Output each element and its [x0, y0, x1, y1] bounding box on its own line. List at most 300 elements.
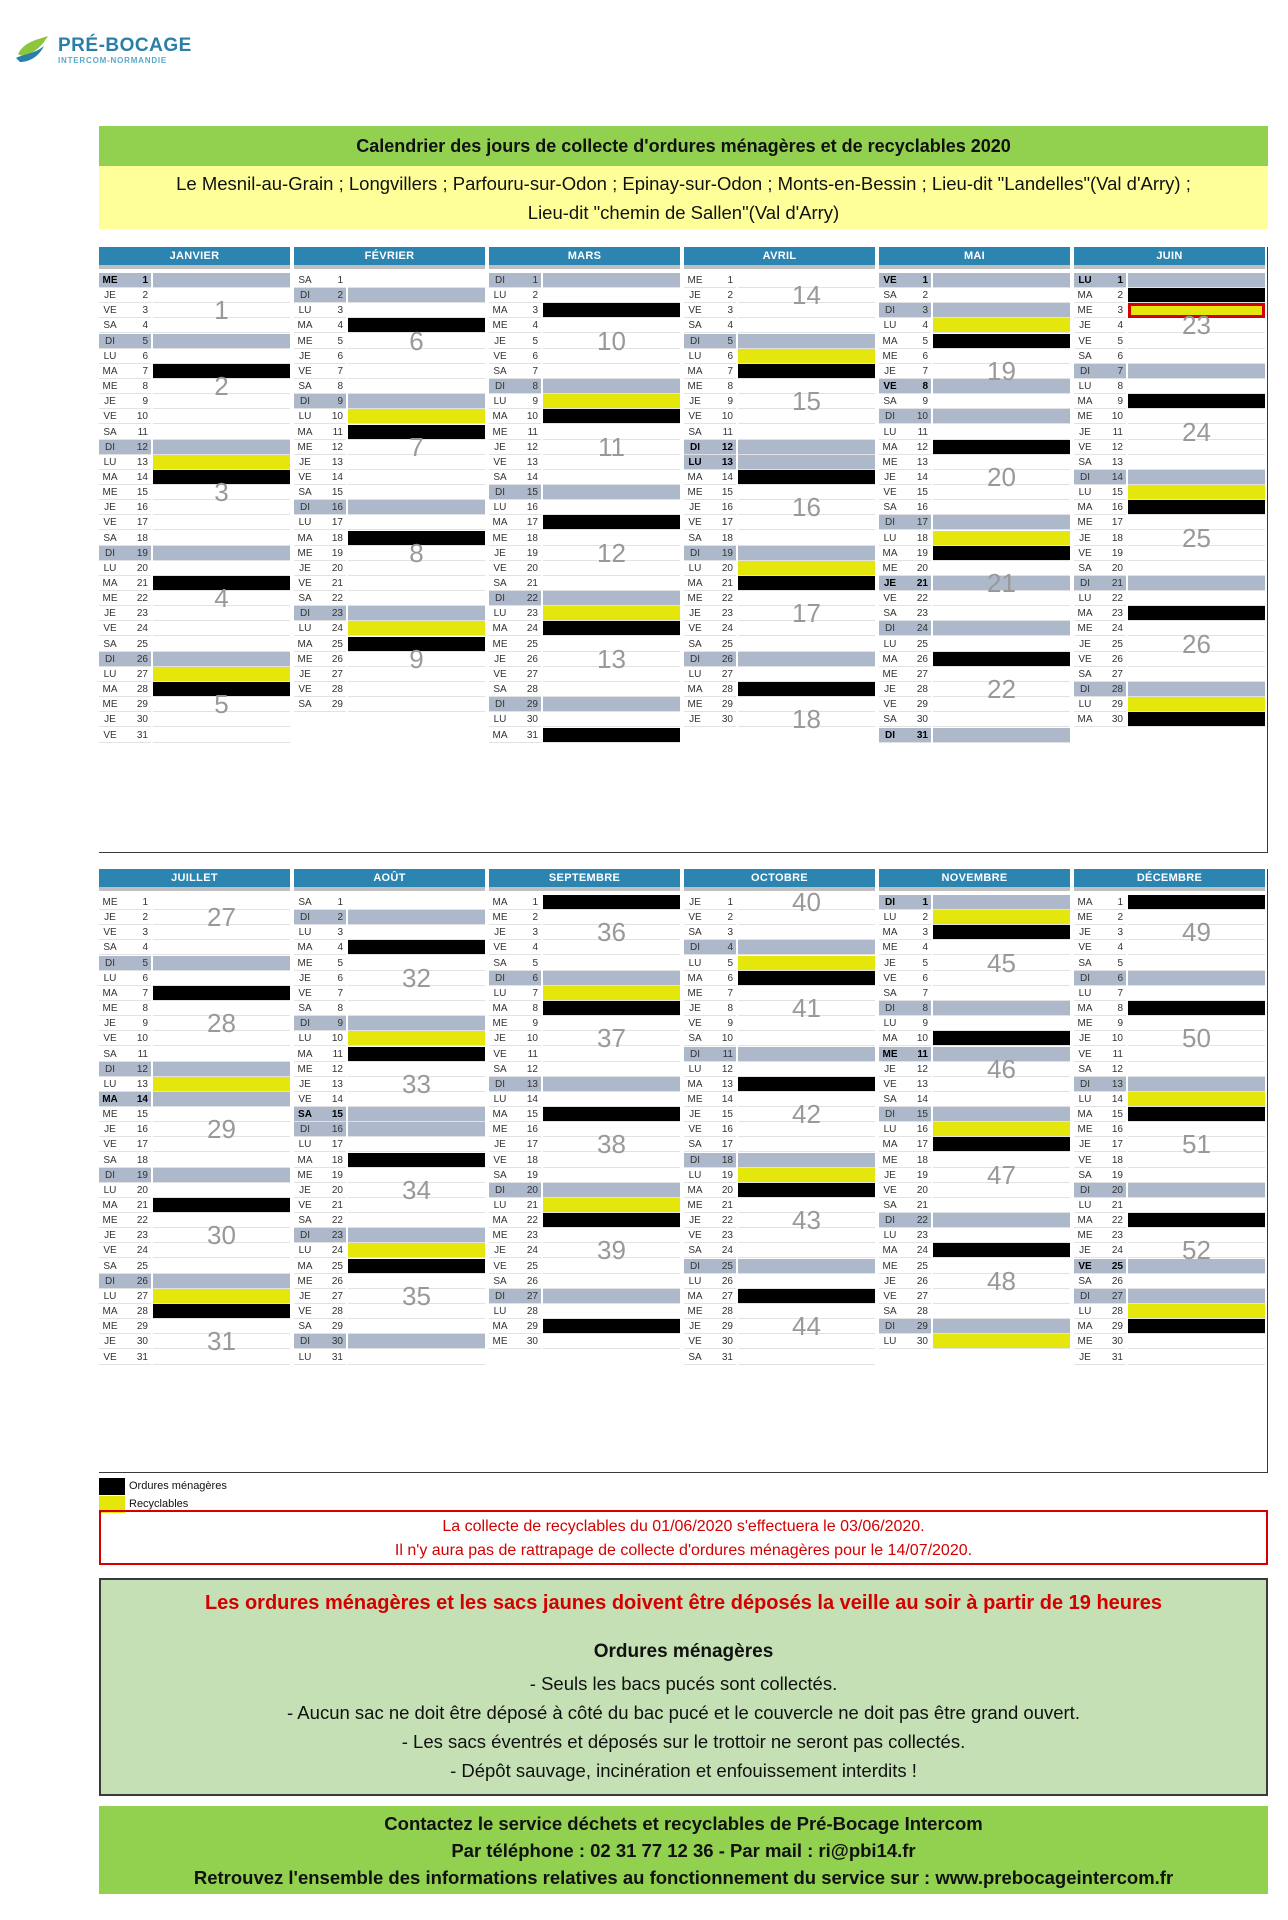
collecte-ordures-bar: [933, 1243, 1070, 1258]
day-bar: [153, 1243, 290, 1258]
day-bar: [1128, 1198, 1265, 1213]
day-weekday: JE: [294, 1077, 316, 1092]
day-weekday: ME: [294, 334, 316, 349]
day-weekday: VE: [879, 1077, 901, 1092]
day-weekday: DI: [1074, 682, 1096, 697]
day-weekday: JE: [489, 652, 511, 667]
day-number: 2: [316, 910, 346, 925]
month-2: [294, 247, 485, 852]
day-number: 12: [511, 440, 541, 455]
day-weekday: LU: [294, 515, 316, 530]
day-weekday: ME: [879, 349, 901, 364]
day-number: 23: [316, 1228, 346, 1243]
day-bar: [543, 1137, 680, 1152]
day-bar: [1128, 637, 1265, 652]
week-number: 4: [214, 583, 229, 614]
day-number: 4: [1096, 940, 1126, 955]
week-number: 2: [214, 371, 229, 402]
day-weekday: MA: [879, 334, 901, 349]
day-weekday: ME: [1074, 409, 1096, 424]
day-weekday: JE: [684, 500, 706, 515]
month-header: DÉCEMBRE: [1074, 869, 1265, 891]
day-number: 15: [706, 1107, 736, 1122]
day-weekday: VE: [489, 455, 511, 470]
day-bar: [1128, 1259, 1265, 1274]
day-weekday: ME: [1074, 621, 1096, 636]
day-weekday: DI: [1074, 1183, 1096, 1198]
day-bar: [153, 1168, 290, 1183]
day-bar: [738, 440, 875, 455]
day-weekday: MA: [879, 652, 901, 667]
day-bar: [153, 1259, 290, 1274]
day-bar: [348, 1092, 485, 1107]
day-weekday: ME: [99, 697, 121, 712]
day-number: 22: [1096, 1213, 1126, 1228]
day-weekday: ME: [99, 379, 121, 394]
day-weekday: DI: [1074, 1289, 1096, 1304]
day-weekday: VE: [99, 1350, 121, 1365]
collecte-ordures-bar: [933, 925, 1070, 940]
day-number: 31: [121, 1350, 151, 1365]
day-weekday: VE: [684, 910, 706, 925]
week-number: 30: [207, 1220, 236, 1251]
week-number: 32: [402, 962, 431, 993]
day-weekday: MA: [1074, 288, 1096, 303]
day-number: 4: [901, 318, 931, 333]
day-number: 13: [901, 455, 931, 470]
collecte-recyclables-bar: [543, 394, 680, 409]
day-number: 25: [511, 1259, 541, 1274]
day-number: 3: [901, 303, 931, 318]
day-number: 3: [121, 303, 151, 318]
day-number: 24: [316, 1243, 346, 1258]
day-bar: [933, 895, 1070, 910]
day-weekday: DI: [489, 697, 511, 712]
day-weekday: DI: [684, 1153, 706, 1168]
day-row: [294, 696, 485, 713]
day-number: 25: [901, 637, 931, 652]
day-number: 10: [1096, 1031, 1126, 1046]
day-bar: [933, 364, 1070, 379]
day-bar: [348, 470, 485, 485]
day-number: 11: [901, 1047, 931, 1062]
day-weekday: LU: [684, 1062, 706, 1077]
day-weekday: LU: [879, 531, 901, 546]
day-weekday: DI: [684, 940, 706, 955]
day-number: 29: [511, 1319, 541, 1334]
day-number: 16: [1096, 1122, 1126, 1137]
day-bar: [933, 576, 1070, 591]
day-number: 15: [1096, 1107, 1126, 1122]
day-bar: [153, 1334, 290, 1349]
day-bar: [348, 697, 485, 712]
day-number: 27: [316, 1289, 346, 1304]
day-bar: [153, 440, 290, 455]
collecte-ordures-bar: [933, 1031, 1070, 1046]
day-number: 8: [316, 379, 346, 394]
day-number: 12: [316, 1062, 346, 1077]
day-weekday: JE: [294, 971, 316, 986]
day-bar: [1128, 1274, 1265, 1289]
day-number: 25: [121, 1259, 151, 1274]
day-number: 23: [901, 606, 931, 621]
day-bar: [738, 1319, 875, 1334]
day-weekday: DI: [879, 409, 901, 424]
day-weekday: MA: [684, 470, 706, 485]
day-number: 15: [121, 485, 151, 500]
day-weekday: MA: [489, 895, 511, 910]
day-number: 28: [511, 682, 541, 697]
day-weekday: JE: [684, 1107, 706, 1122]
month-9: [489, 869, 680, 1472]
day-weekday: JE: [294, 667, 316, 682]
collecte-recyclables-bar: [1128, 697, 1265, 712]
day-weekday: MA: [879, 1031, 901, 1046]
day-number: 17: [901, 515, 931, 530]
day-weekday: ME: [489, 425, 511, 440]
day-bar: [543, 971, 680, 986]
day-number: 19: [511, 546, 541, 561]
day-weekday: ME: [489, 318, 511, 333]
day-weekday: ME: [684, 986, 706, 1001]
day-weekday: ME: [1074, 1228, 1096, 1243]
collecte-recyclables-bar: [543, 606, 680, 621]
week-number: 21: [987, 568, 1016, 598]
collecte-ordures-bar: [738, 576, 875, 591]
day-weekday: VE: [99, 1031, 121, 1046]
rules-item: - Les sacs éventrés et déposés sur le trottoir ne seront pas collectés.: [401, 1731, 966, 1752]
day-number: 18: [1096, 1153, 1126, 1168]
day-bar: [738, 485, 875, 500]
collecte-ordures-bar: [153, 1304, 290, 1319]
day-weekday: ME: [294, 1062, 316, 1077]
day-weekday: MA: [99, 1198, 121, 1213]
day-number: 25: [316, 637, 346, 652]
day-bar: [933, 1213, 1070, 1228]
day-bar: [933, 425, 1070, 440]
day-weekday: DI: [1074, 470, 1096, 485]
day-weekday: JE: [99, 910, 121, 925]
day-number: 27: [511, 1289, 541, 1304]
day-bar: [348, 1183, 485, 1198]
day-bar: [153, 1001, 290, 1016]
day-bar: [543, 1304, 680, 1319]
day-number: 30: [706, 1334, 736, 1349]
day-weekday: MA: [489, 1001, 511, 1016]
day-weekday: VE: [99, 925, 121, 940]
day-bar: [153, 1228, 290, 1243]
day-weekday: DI: [879, 515, 901, 530]
day-weekday: ME: [99, 485, 121, 500]
day-number: 1: [1096, 273, 1126, 288]
month-header: JANVIER: [99, 247, 290, 269]
day-bar: [738, 1259, 875, 1274]
month-10: [684, 869, 875, 1472]
day-number: 24: [121, 1243, 151, 1258]
day-number: 1: [706, 895, 736, 910]
day-number: 13: [316, 1077, 346, 1092]
day-weekday: SA: [294, 1319, 316, 1334]
day-weekday: ME: [879, 940, 901, 955]
day-weekday: MA: [879, 546, 901, 561]
day-weekday: ME: [489, 1122, 511, 1137]
day-number: 21: [706, 1198, 736, 1213]
day-bar: [1128, 1168, 1265, 1183]
day-number: 25: [1096, 637, 1126, 652]
day-bar: [153, 561, 290, 576]
day-weekday: SA: [489, 1062, 511, 1077]
day-bar: [348, 455, 485, 470]
day-weekday: LU: [1074, 273, 1096, 288]
day-weekday: LU: [684, 1274, 706, 1289]
day-bar: [933, 1274, 1070, 1289]
day-weekday: ME: [489, 531, 511, 546]
day-number: 19: [901, 546, 931, 561]
day-weekday: ME: [294, 652, 316, 667]
day-bar: [738, 1350, 875, 1365]
day-weekday: LU: [879, 318, 901, 333]
rules-list: [101, 1669, 1266, 1785]
day-number: 24: [316, 621, 346, 636]
day-number: 21: [901, 576, 931, 591]
day-row: [684, 1349, 875, 1366]
day-bar: [1128, 1228, 1265, 1243]
day-weekday: VE: [99, 1137, 121, 1152]
day-bar: [738, 591, 875, 606]
collecte-ordures-bar: [348, 940, 485, 955]
day-number: 14: [901, 1092, 931, 1107]
day-weekday: ME: [489, 910, 511, 925]
day-weekday: LU: [294, 925, 316, 940]
day-number: 31: [121, 728, 151, 743]
day-weekday: DI: [99, 440, 121, 455]
day-number: 3: [511, 925, 541, 940]
day-bar: [738, 652, 875, 667]
week-number: 27: [207, 902, 236, 933]
day-bar: [1128, 940, 1265, 955]
day-number: 14: [316, 470, 346, 485]
day-number: 8: [511, 1001, 541, 1016]
day-bar: [933, 1228, 1070, 1243]
day-number: 6: [316, 971, 346, 986]
day-bar: [153, 515, 290, 530]
logo-sub-text: INTERCOM-NORMANDIE: [58, 55, 168, 65]
day-bar: [348, 1016, 485, 1031]
day-weekday: VE: [294, 470, 316, 485]
day-number: 18: [706, 531, 736, 546]
day-number: 29: [1096, 1319, 1126, 1334]
day-bar: [738, 1047, 875, 1062]
communes-list: [99, 166, 1268, 229]
day-number: 18: [511, 531, 541, 546]
day-number: 17: [316, 515, 346, 530]
day-weekday: MA: [879, 440, 901, 455]
day-weekday: DI: [684, 1259, 706, 1274]
day-number: 4: [316, 940, 346, 955]
day-number: 18: [706, 1153, 736, 1168]
day-number: 9: [706, 1016, 736, 1031]
day-bar: [933, 394, 1070, 409]
day-weekday: ME: [294, 546, 316, 561]
day-bar: [543, 1274, 680, 1289]
day-row: [489, 1333, 680, 1350]
week-number: 16: [792, 492, 821, 523]
day-number: 20: [901, 561, 931, 576]
day-bar: [543, 667, 680, 682]
day-weekday: SA: [684, 1137, 706, 1152]
day-weekday: SA: [1074, 561, 1096, 576]
legend-label-recyclables: Recyclables: [129, 1498, 189, 1510]
day-weekday: JE: [684, 712, 706, 727]
collecte-ordures-bar: [543, 1107, 680, 1122]
day-number: 2: [511, 910, 541, 925]
day-bar: [1128, 1077, 1265, 1092]
day-bar: [738, 895, 875, 910]
day-number: 11: [316, 425, 346, 440]
day-weekday: JE: [489, 925, 511, 940]
day-number: 26: [511, 1274, 541, 1289]
day-bar: [153, 485, 290, 500]
day-weekday: MA: [489, 409, 511, 424]
day-weekday: MA: [294, 637, 316, 652]
day-weekday: LU: [294, 1243, 316, 1258]
day-row: [879, 1333, 1070, 1350]
day-weekday: MA: [684, 1289, 706, 1304]
day-bar: [933, 1183, 1070, 1198]
day-bar: [738, 1122, 875, 1137]
day-number: 4: [121, 940, 151, 955]
day-bar: [153, 1153, 290, 1168]
week-number: 7: [409, 431, 424, 462]
collecte-recyclables-bar: [1128, 485, 1265, 500]
day-weekday: LU: [99, 971, 121, 986]
day-bar: [738, 1001, 875, 1016]
day-weekday: VE: [1074, 440, 1096, 455]
day-number: 21: [1096, 576, 1126, 591]
day-weekday: LU: [489, 986, 511, 1001]
day-weekday: MA: [684, 1183, 706, 1198]
day-weekday: LU: [1074, 986, 1096, 1001]
day-bar: [1128, 546, 1265, 561]
day-number: 28: [316, 1304, 346, 1319]
day-weekday: SA: [879, 986, 901, 1001]
day-number: 22: [121, 1213, 151, 1228]
day-number: 15: [316, 1107, 346, 1122]
day-weekday: JE: [99, 1122, 121, 1137]
day-weekday: DI: [99, 334, 121, 349]
day-number: 9: [316, 394, 346, 409]
day-weekday: DI: [294, 1334, 316, 1349]
day-bar: [543, 1259, 680, 1274]
day-weekday: VE: [684, 1334, 706, 1349]
day-weekday: LU: [489, 1304, 511, 1319]
day-number: 3: [706, 303, 736, 318]
day-number: 19: [1096, 546, 1126, 561]
day-number: 16: [121, 500, 151, 515]
day-weekday: MA: [294, 1153, 316, 1168]
day-number: 15: [121, 1107, 151, 1122]
day-number: 17: [1096, 515, 1126, 530]
day-bar: [543, 561, 680, 576]
day-weekday: LU: [489, 1092, 511, 1107]
day-bar: [348, 895, 485, 910]
collecte-ordures-bar: [1128, 895, 1265, 910]
day-weekday: SA: [684, 425, 706, 440]
day-number: 11: [121, 425, 151, 440]
day-bar: [738, 1198, 875, 1213]
day-number: 6: [121, 349, 151, 364]
day-weekday: SA: [489, 956, 511, 971]
day-number: 19: [121, 1168, 151, 1183]
day-weekday: SA: [489, 682, 511, 697]
day-weekday: MA: [294, 1259, 316, 1274]
day-weekday: VE: [684, 1016, 706, 1031]
day-number: 19: [706, 546, 736, 561]
day-number: 19: [316, 546, 346, 561]
month-header: AOÛT: [294, 869, 485, 891]
collecte-recyclables-bar: [738, 956, 875, 971]
collecte-ordures-bar: [933, 546, 1070, 561]
day-number: 10: [706, 1031, 736, 1046]
day-number: 13: [901, 1077, 931, 1092]
collecte-ordures-bar: [933, 440, 1070, 455]
day-number: 1: [511, 273, 541, 288]
day-weekday: JE: [489, 1243, 511, 1258]
day-weekday: MA: [1074, 1107, 1096, 1122]
day-weekday: ME: [684, 273, 706, 288]
day-bar: [153, 1274, 290, 1289]
day-number: 24: [1096, 621, 1126, 636]
day-weekday: DI: [879, 1107, 901, 1122]
day-number: 27: [511, 667, 541, 682]
notice-line-2: Il n'y aura pas de rattrapage de collecte d'ordures ménagères pour le 14/07/2020.: [394, 1542, 973, 1559]
day-weekday: DI: [294, 1228, 316, 1243]
day-bar: [153, 1092, 290, 1107]
day-weekday: DI: [879, 1213, 901, 1228]
day-number: 26: [1096, 1274, 1126, 1289]
day-weekday: LU: [99, 1183, 121, 1198]
day-weekday: JE: [879, 470, 901, 485]
day-number: 17: [316, 1137, 346, 1152]
day-weekday: LU: [294, 621, 316, 636]
day-bar: [348, 1304, 485, 1319]
day-weekday: VE: [684, 409, 706, 424]
day-number: 5: [121, 334, 151, 349]
day-weekday: JE: [489, 334, 511, 349]
day-bar: [933, 591, 1070, 606]
day-number: 26: [706, 1274, 736, 1289]
day-number: 12: [511, 1062, 541, 1077]
day-bar: [543, 956, 680, 971]
day-bar: [153, 606, 290, 621]
day-number: 7: [511, 364, 541, 379]
day-bar: [543, 1077, 680, 1092]
day-weekday: JE: [294, 1183, 316, 1198]
day-bar: [933, 1001, 1070, 1016]
day-bar: [543, 1168, 680, 1183]
day-number: 6: [511, 349, 541, 364]
collecte-ordures-bar: [348, 1047, 485, 1062]
day-bar: [738, 1107, 875, 1122]
day-weekday: MA: [1074, 1319, 1096, 1334]
day-number: 14: [121, 470, 151, 485]
day-bar: [153, 1183, 290, 1198]
day-bar: [348, 576, 485, 591]
day-weekday: SA: [294, 697, 316, 712]
day-weekday: JE: [879, 956, 901, 971]
day-bar: [543, 576, 680, 591]
day-weekday: SA: [879, 606, 901, 621]
